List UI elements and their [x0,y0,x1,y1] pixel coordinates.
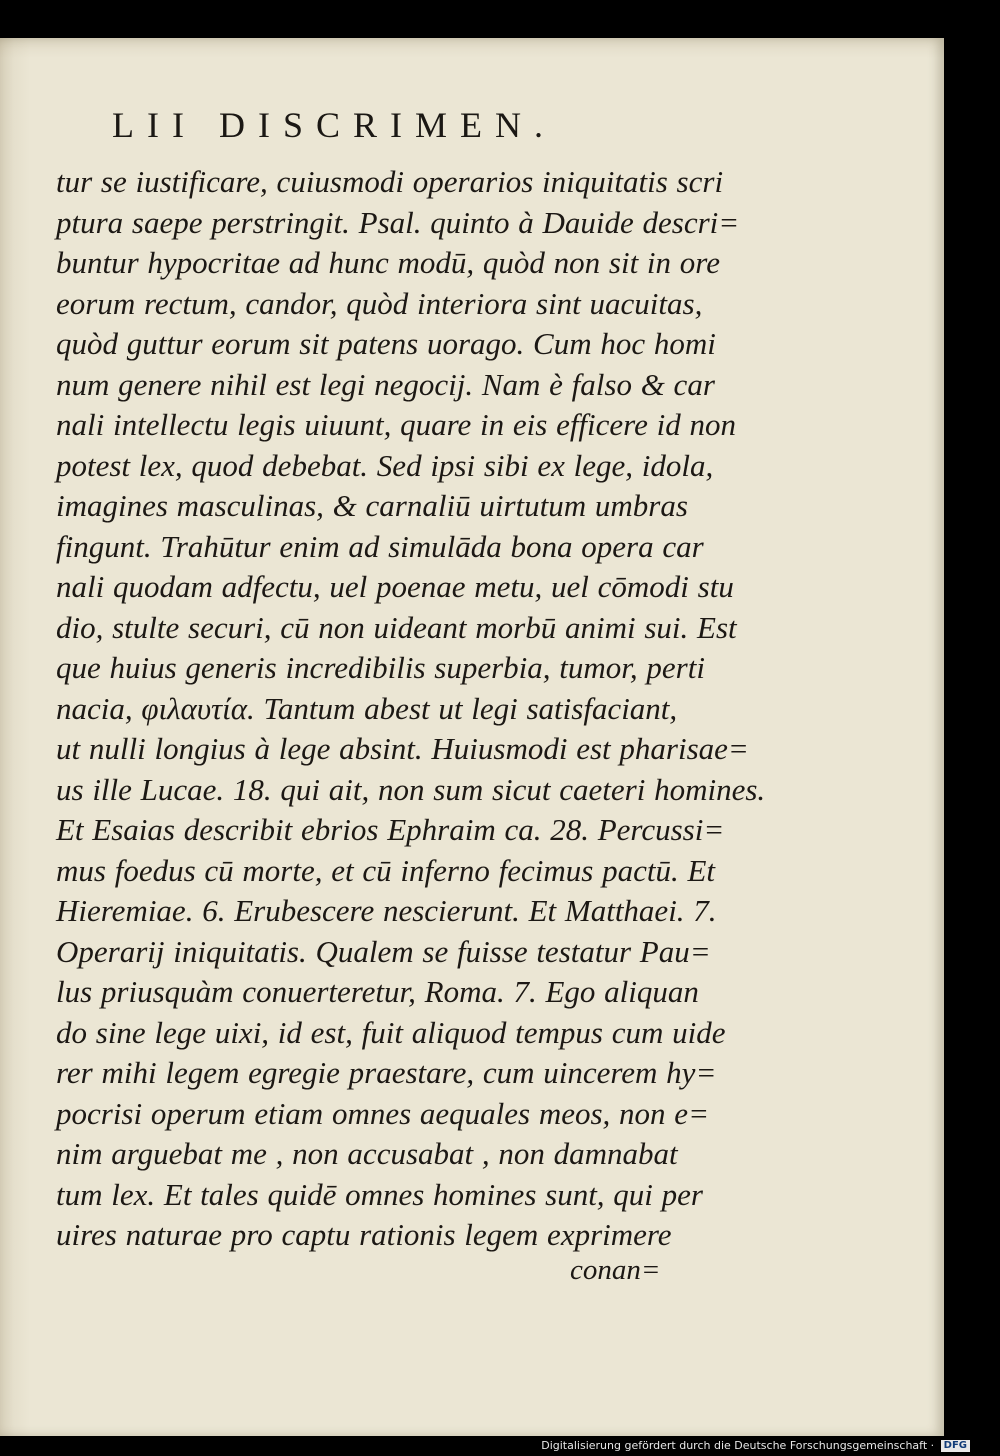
text-line: buntur hypocritae ad hunc modū, quòd non sit in ore [56,245,720,280]
text-line: fingunt. Trahūtur enim ad simulāda bona opera car [56,528,704,564]
text-line: rer mihi legem egregie praestare, cum uincerem hy= [56,1055,717,1090]
text-line: tum lex. Et tales quidē omnes homines sunt, qui per [56,1176,703,1212]
text-line: quòd guttur eorum sit patens uorago. Cum hoc homi [56,326,716,361]
text-line: mus foedus cū morte, et cū inferno fecimus pactū. Et [56,852,716,888]
text-line: nacia, φιλαυτία. Tantum abest ut legi satisfaciant, [56,690,678,726]
text-line: pocrisi operum etiam omnes aequales meos, non e= [56,1095,709,1131]
text-line: us ille Lucae. 18. qui ait, non sum sicut caeteri homines. [56,771,766,807]
text-block [56,162,766,1256]
text-line: dio, stulte securi, cū non uideant morbū animi sui. Est [56,609,737,645]
text-line: Hieremiae. 6. Erubescere nescierunt. Et Matthaei. 7. [56,893,717,928]
catchword: conan= [570,1254,661,1286]
text-line: tur se iustificare, cuiusmodi operarios iniquitatis scri [56,164,724,199]
text-line: nim arguebat me , non accusabat , non damnabat [56,1136,678,1171]
text-line: imagines masculinas, & carnaliū uirtutum umbras [56,488,688,523]
credit-text: Digitalisierung gefördert durch die Deutsche Forschungsgemeinschaft · [541,1439,935,1452]
text-line: num genere nihil est legi negocij. Nam è falso & car [56,366,715,402]
text-line: potest lex, quod debebat. Sed ipsi sibi ex lege, idola, [56,447,714,483]
text-line: Et Esaias describit ebrios Ephraim ca. 28. Percussi= [56,812,725,847]
text-line: lus priusquàm conuerteretur, Roma. 7. Ego aliquan [56,974,699,1009]
text-line: nali quodam adfectu, uel poenae metu, uel cōmodi stu [56,569,734,604]
text-line: ptura saepe perstringit. Psal. quinto à Dauide descri= [56,204,740,240]
running-head: LII DISCRIMEN. [112,105,556,145]
text-line: Operarij iniquitatis. Qualem se fuisse testatur Pau= [56,933,711,969]
text-line: nali intellectu legis uiuunt, quare in eis efficere id non [56,407,736,442]
text-line: uires naturae pro captu rationis legem exprimere [56,1217,672,1252]
digitization-credit [541,1439,970,1452]
text-line: ut nulli longius à lege absint. Huiusmodi est pharisae= [56,731,749,766]
text-line: do sine lege uixi, id est, fuit aliquod tempus cum uide [56,1014,726,1050]
text-line: que huius generis incredibilis superbia, tumor, perti [56,650,705,685]
text-line: eorum rectum, candor, quòd interiora sint uacuitas, [56,285,703,321]
book-page [0,38,944,1436]
dfg-logo: DFG [941,1440,970,1452]
